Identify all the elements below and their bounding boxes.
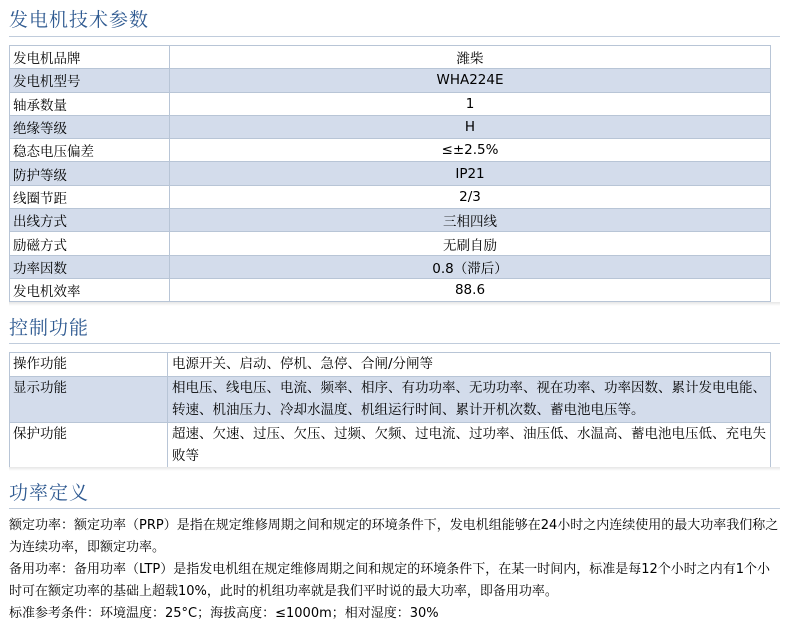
- standby-power-paragraph: 备用功率：备用功率（LTP）是指发电机组在规定维修周期之间和规定的环境条件下，在某一时间内，标准是每12个小时之内有1个小时可在额定功率的基础上超载10%，此时的机组功率就是我们平时说的最大功率，即备用功率。: [9, 562, 771, 599]
- generator-spec-table: [9, 45, 771, 302]
- spec-label: 发电机品牌: [10, 46, 170, 69]
- spec-label: 线圈节距: [10, 185, 170, 208]
- spec-label: 发电机效率: [10, 278, 170, 301]
- power-section-title: 功率定义: [9, 482, 90, 504]
- control-section-title: 控制功能: [9, 317, 90, 339]
- spec-section-title: 发电机技术参数: [9, 9, 150, 31]
- power-definition-text: [9, 515, 781, 625]
- control-label: 保护功能: [10, 422, 168, 468]
- spec-value: WHA224E: [170, 69, 771, 92]
- spec-row: [10, 185, 771, 208]
- control-row: [10, 422, 771, 468]
- spec-value: 无刷自励: [170, 232, 771, 255]
- spec-label: 防护等级: [10, 162, 170, 185]
- spec-row: [10, 162, 771, 185]
- spec-label: 功率因数: [10, 255, 170, 278]
- power-section-rule: [9, 508, 780, 509]
- spec-value: H: [170, 115, 771, 138]
- control-section-rule: [9, 343, 780, 344]
- control-value: 电源开关、启动、停机、急停、合闸/分闸等: [168, 353, 771, 377]
- spec-value: IP21: [170, 162, 771, 185]
- spec-label: 出线方式: [10, 209, 170, 232]
- control-function-table: [9, 352, 771, 469]
- control-row: [10, 376, 771, 422]
- spec-label: 绝缘等级: [10, 115, 170, 138]
- spec-row: [10, 255, 771, 278]
- spec-value: 2/3: [170, 185, 771, 208]
- control-value: 相电压、线电压、电流、频率、相序、有功功率、无功功率、视在功率、功率因数、累计发电电能、转速、机油压力、冷却水温度、机组运行时间、累计开机次数、蓄电池电压等。: [168, 376, 771, 422]
- spec-row: [10, 232, 771, 255]
- control-table-shadow: [9, 467, 780, 471]
- spec-row: [10, 46, 771, 69]
- control-label: 操作功能: [10, 353, 168, 377]
- control-row: [10, 353, 771, 377]
- spec-row: [10, 92, 771, 115]
- spec-label: 轴承数量: [10, 92, 170, 115]
- spec-section-rule: [9, 36, 780, 37]
- control-value: 超速、欠速、过压、欠压、过频、欠频、过电流、过功率、油压低、水温高、蓄电池电压低、充电失败等: [168, 422, 771, 468]
- spec-row: [10, 278, 771, 301]
- spec-label: 发电机型号: [10, 69, 170, 92]
- spec-table-shadow: [9, 302, 780, 306]
- rated-power-paragraph: 额定功率：额定功率（PRP）是指在规定维修周期之间和规定的环境条件下，发电机组能够在24小时之内连续使用的最大功率我们称之为连续功率，即额定功率。: [9, 518, 779, 555]
- spec-row: [10, 115, 771, 138]
- spec-row: [10, 209, 771, 232]
- spec-value: 潍柴: [170, 46, 771, 69]
- spec-label: 稳态电压偏差: [10, 139, 170, 162]
- control-label: 显示功能: [10, 376, 168, 422]
- spec-row: [10, 69, 771, 92]
- spec-value: ≤±2.5%: [170, 139, 771, 162]
- spec-value: 0.8（滞后）: [170, 255, 771, 278]
- spec-label: 励磁方式: [10, 232, 170, 255]
- spec-value: 三相四线: [170, 209, 771, 232]
- spec-row: [10, 139, 771, 162]
- spec-value: 1: [170, 92, 771, 115]
- reference-conditions-paragraph: 标准参考条件：环境温度：25°C；海拔高度：≤1000m；相对湿度：30%: [9, 606, 439, 621]
- spec-value: 88.6: [170, 278, 771, 301]
